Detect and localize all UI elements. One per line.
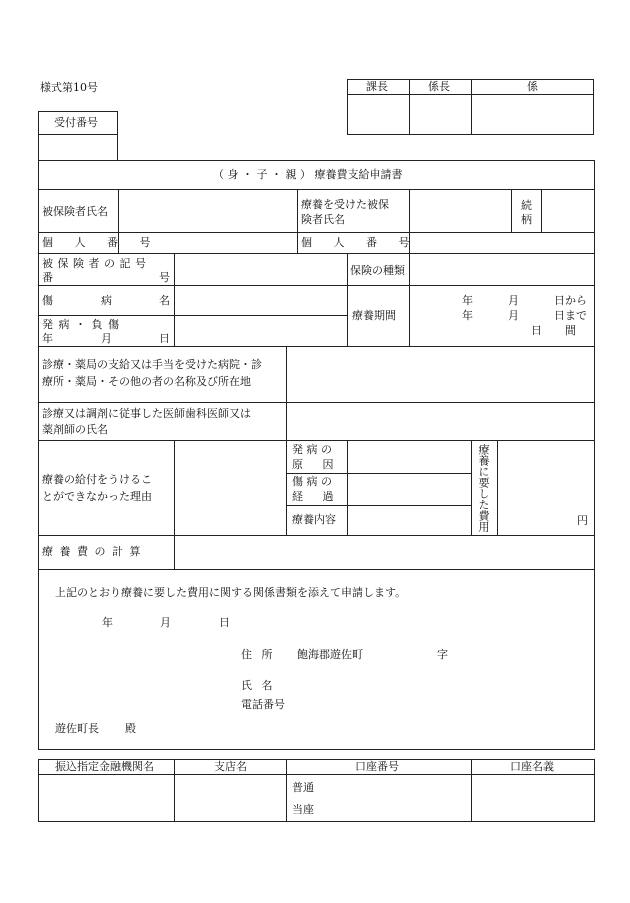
approval-staff-label: 係 — [527, 80, 538, 93]
onset-label-2c: 日 — [159, 332, 170, 345]
treatment-period-field[interactable] — [410, 286, 594, 345]
onset-label-1: 発 病 ・ 負 傷 — [42, 318, 119, 331]
insured-code-label-2b: 号 — [159, 271, 170, 284]
cause-label-2: 原 因 — [292, 458, 334, 471]
period-days-label-a: 日 — [531, 324, 542, 337]
addressee-label: 遊佐町長 — [55, 722, 99, 735]
insured-name-field[interactable] — [119, 190, 296, 231]
disease-name-field[interactable] — [175, 286, 346, 314]
yen-label: 円 — [577, 514, 588, 527]
cause-label-1: 発 病 の — [292, 443, 332, 456]
account-holder-field[interactable] — [472, 775, 594, 821]
patient-name-field[interactable] — [410, 190, 510, 231]
personal-number-label: 個 人 番 号 — [42, 236, 160, 249]
reception-number-label: 受付番号 — [54, 116, 98, 129]
cost-vertical-label: 療養に要した費用 — [477, 444, 490, 532]
treatment-content-label: 療養内容 — [292, 513, 336, 526]
date-year-label: 年 — [102, 616, 113, 629]
account-type-current[interactable]: 当座 — [292, 803, 314, 816]
disease-name-label-c: 名 — [159, 294, 170, 307]
account-type-ordinary[interactable]: 普通 — [292, 781, 314, 794]
onset-date-field[interactable] — [175, 316, 346, 345]
clinic-label-1: 診療・薬局の支給又は手当を受けた病院・診 — [42, 358, 262, 371]
calculation-field[interactable] — [175, 536, 594, 568]
treatment-content-field[interactable] — [348, 506, 470, 534]
phone-label: 電話番号 — [241, 698, 285, 711]
form-number: 様式第10号 — [40, 81, 98, 94]
insurance-type-label: 保険の種類 — [350, 264, 405, 277]
cause-field[interactable] — [348, 441, 470, 472]
bank-header-branch: 支店名 — [214, 760, 247, 773]
form-title: （ 身 ・ 子 ・ 親 ） 療養費支給申請書 — [213, 168, 403, 181]
relation-label-1: 続 — [521, 199, 532, 212]
aza-label: 字 — [437, 648, 448, 661]
address-label: 住 所 — [241, 648, 273, 661]
period-to-day: 日まで — [554, 309, 587, 322]
period-from-month: 月 — [508, 294, 519, 307]
period-from-day: 日から — [554, 294, 587, 307]
onset-label-2b: 月 — [101, 332, 112, 345]
declaration-statement: 上記のとおり療養に要した費用に関する関係書類を添えて申請します。 — [55, 586, 407, 599]
date-month-label: 月 — [160, 616, 171, 629]
honorific-label: 殿 — [125, 722, 136, 735]
bank-header-account-number: 口座番号 — [355, 760, 399, 773]
period-to-month: 月 — [508, 309, 519, 322]
doctor-label-2: 薬剤師の氏名 — [42, 423, 108, 436]
account-number-field[interactable] — [330, 775, 470, 821]
period-days-label-b: 間 — [565, 324, 576, 337]
bank-institution-field[interactable] — [39, 775, 173, 821]
insured-code-label-1: 被 保 険 者 の 記 号 — [42, 257, 146, 270]
treatment-cost-field[interactable] — [498, 441, 574, 534]
period-to-year: 年 — [462, 309, 473, 322]
doctor-label-1: 診療又は調剤に従事した医師歯科医師又は — [42, 407, 251, 420]
treatment-period-label: 療養期間 — [352, 309, 396, 322]
injury-course-label-1: 傷 病 の — [292, 475, 332, 488]
date-day-label: 日 — [219, 616, 230, 629]
injury-course-label-2: 経 過 — [292, 490, 334, 503]
doctor-name-field[interactable] — [287, 403, 594, 439]
bank-branch-field[interactable] — [175, 775, 285, 821]
disease-name-label-b: 病 — [101, 294, 112, 307]
patient-name-label-2: 険者氏名 — [301, 213, 345, 226]
reason-label-1: 療養の給付をうけるこ — [42, 473, 152, 486]
reason-label-2: とができなかった理由 — [42, 490, 152, 503]
patient-name-label-1: 療養を受けた被保 — [301, 198, 389, 211]
address-value: 飽海郡遊佐町 — [297, 648, 363, 661]
insured-code-field[interactable] — [175, 254, 346, 285]
reason-field[interactable] — [175, 441, 285, 534]
patient-personal-number-field[interactable] — [410, 233, 594, 253]
insured-code-label-2a: 番 — [42, 271, 53, 284]
period-from-year: 年 — [462, 294, 473, 307]
bank-header-institution: 振込指定金融機関名 — [55, 760, 154, 773]
clinic-label-2: 療所・薬局・その他の者の名称及び所在地 — [42, 375, 251, 388]
approval-chief-label: 係長 — [428, 80, 450, 93]
disease-name-label-a: 傷 — [42, 294, 53, 307]
insurance-type-field[interactable] — [410, 254, 594, 285]
personal-number-field[interactable] — [119, 233, 296, 253]
insured-name-label: 被保険者氏名 — [42, 205, 108, 218]
onset-label-2a: 年 — [42, 332, 53, 345]
relation-label-2: 柄 — [521, 213, 532, 226]
relation-field[interactable] — [542, 190, 594, 231]
patient-personal-number-label: 個 人 番 号 — [301, 236, 419, 249]
injury-course-field[interactable] — [348, 474, 470, 504]
calculation-label: 療 養 費 の 計 算 — [42, 545, 141, 558]
bank-header-account-holder: 口座名義 — [510, 760, 554, 773]
clinic-name-field[interactable] — [287, 347, 594, 402]
applicant-name-label: 氏 名 — [241, 679, 273, 692]
approval-head-label: 課長 — [366, 80, 388, 93]
